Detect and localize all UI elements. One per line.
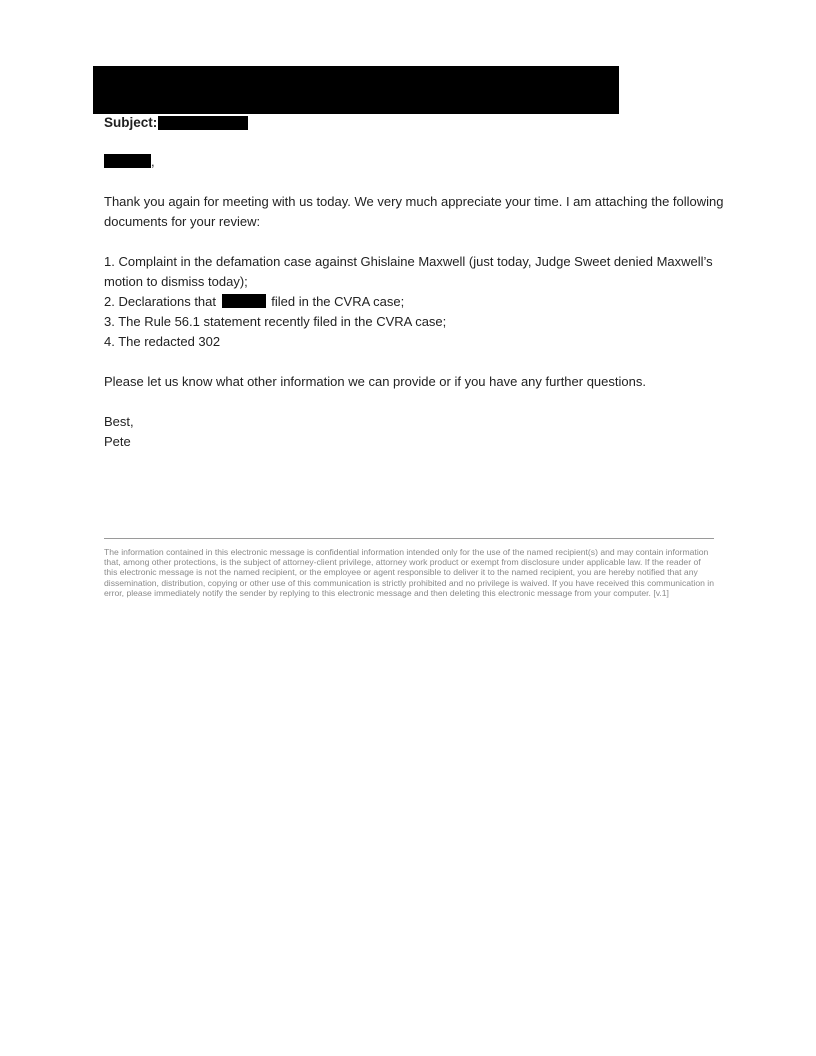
greeting-comma: , (151, 154, 155, 169)
signature-name: Pete (104, 434, 131, 449)
recipient-name-redaction (104, 154, 151, 168)
followup-paragraph: Please let us know what other information we can provide or if you have any further questions. (104, 374, 646, 389)
declarant-redaction (222, 294, 266, 308)
greeting-line (104, 153, 155, 171)
attachment-list (104, 252, 724, 352)
subject-label: Subject: (104, 115, 158, 130)
list-item-declarations (104, 292, 724, 312)
intro-paragraph: Thank you again for meeting with us today. We very much appreciate your time. I am attaching the following documents for your review: (104, 194, 724, 229)
list-item-redacted-302: 4. The redacted 302 (104, 334, 221, 349)
disclaimer-divider (104, 538, 714, 539)
subject-redaction-block (158, 116, 248, 130)
subject-line (104, 114, 157, 132)
list-item-rule-statement: 3. The Rule 56.1 statement recently filed in the CVRA case; (104, 314, 447, 329)
header-redaction-block (93, 66, 619, 114)
list-item-complaint: 1. Complaint in the defamation case against Ghislaine Maxwell (just today, Judge Sweet denied Maxwell’s motion to dismiss today); (104, 254, 713, 289)
list-item-declarations-suffix: filed in the CVRA case; (271, 294, 405, 309)
closing-text: Best, (104, 414, 134, 429)
signoff-block (104, 412, 724, 452)
confidentiality-disclaimer: The information contained in this electronic message is confidential information intended only for the use of the named recipient(s) and may contain information that, among other protections, is the subject of attorney-client privilege, attorney work product or exempt from disclosure under applicable law. If the reader of this electronic message is not the named recipient, or the employee or agent responsible to deliver it to the named recipient, you are hereby notified that any dissemination, distribution, copying or other use of this communication is strictly prohibited and no privilege is waived. If you have received this communication in error, please immediately notify the sender by replying to this electronic message and then deleting this electronic message from your computer. [v.1] (104, 547, 714, 598)
list-item-declarations-prefix: 2. Declarations that (104, 294, 217, 309)
